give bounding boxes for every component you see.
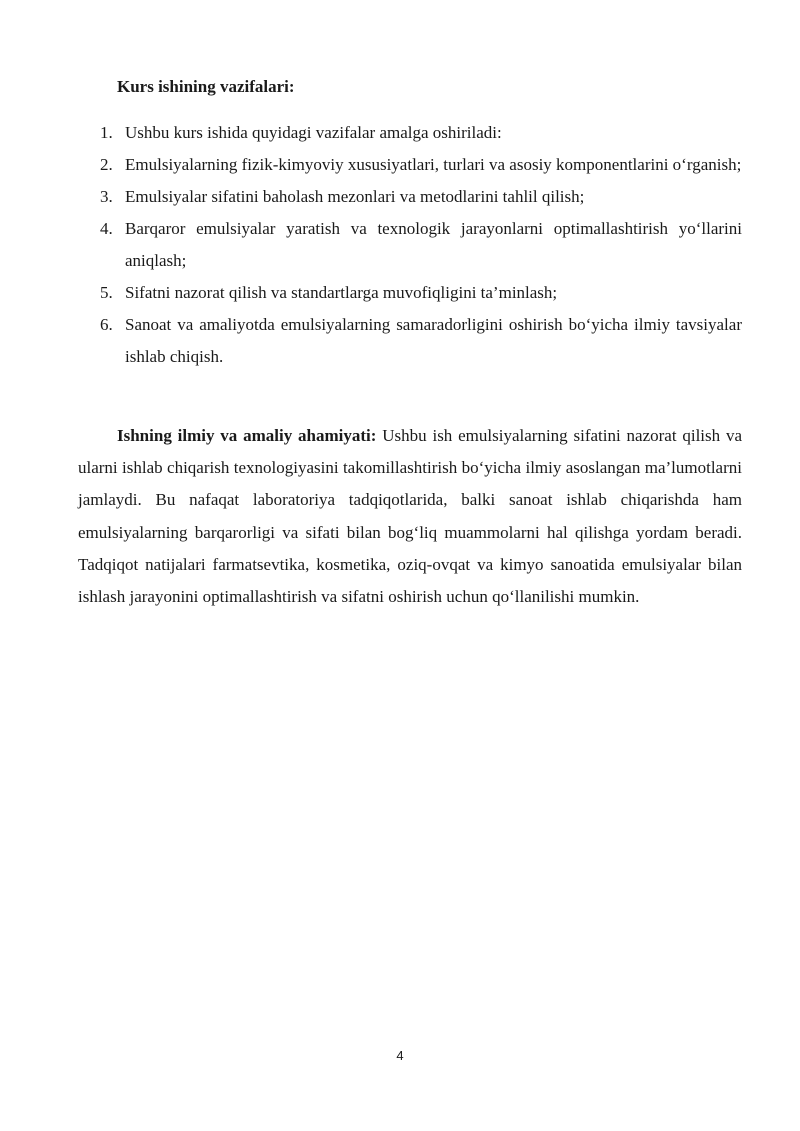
list-item-text: Sifatni nazorat qilish va standartlarga muvofiqligini ta’minlash; <box>125 283 558 302</box>
list-item <box>78 277 742 309</box>
list-item <box>78 309 742 373</box>
list-item-text: Sanoat va amaliyotda emulsiyalarning samaradorligini oshirish bo‘yicha ilmiy tavsiyalar ishlab chiqish. <box>125 315 742 366</box>
list-item-number: 5. <box>100 283 113 302</box>
list-item <box>78 213 742 277</box>
list-item-number: 1. <box>100 123 113 142</box>
list-item-text: Ushbu kurs ishida quyidagi vazifalar amalga oshiriladi: <box>125 123 502 142</box>
list-item <box>78 149 742 181</box>
list-item-number: 6. <box>100 315 113 334</box>
list-item-text: Emulsiyalarning fizik-kimyoviy xususiyatlari, turlari va asosiy komponentlarini o‘rganish; <box>125 155 742 174</box>
list-item-number: 4. <box>100 219 113 238</box>
list-item-text: Barqaror emulsiyalar yaratish va texnologik jarayonlarni optimallashtirish yo‘llarini aniqlash; <box>125 219 742 270</box>
list-item-number: 3. <box>100 187 113 206</box>
list-item <box>78 117 742 149</box>
tasks-list <box>78 117 742 373</box>
significance-lead: Ishning ilmiy va amaliy ahamiyati: <box>117 426 377 445</box>
list-item-number: 2. <box>100 155 113 174</box>
significance-paragraph <box>78 420 742 613</box>
list-item <box>78 181 742 213</box>
page-number: 4 <box>396 1048 404 1063</box>
list-item-text: Emulsiyalar sifatini baholash mezonlari va metodlarini tahlil qilish; <box>125 187 585 206</box>
tasks-heading: Kurs ishining vazifalari: <box>117 77 295 96</box>
significance-text: Ushbu ish emulsiyalarning sifatini nazorat qilish va ularni ishlab chiqarish texnologiyasini takomillashtirish bo‘yicha ilmiy asoslangan ma’lumotlarni jamlaydi. Bu nafaqat laboratoriya tadqiqotlarida, balki sanoat ishlab chiqarishda ham emulsiyalarning barqarorligi va sifati bilan bog‘liq muammolarni hal qilishga yordam beradi. Tadqiqot natijalari farmatsevtika, kosmetika, oziq-ovqat va kimyo sanoatida emulsiyalar bilan ishlash jarayonini optimallashtirish va sifatni oshirish uchun qo‘llanilishi mumkin. <box>78 426 743 607</box>
